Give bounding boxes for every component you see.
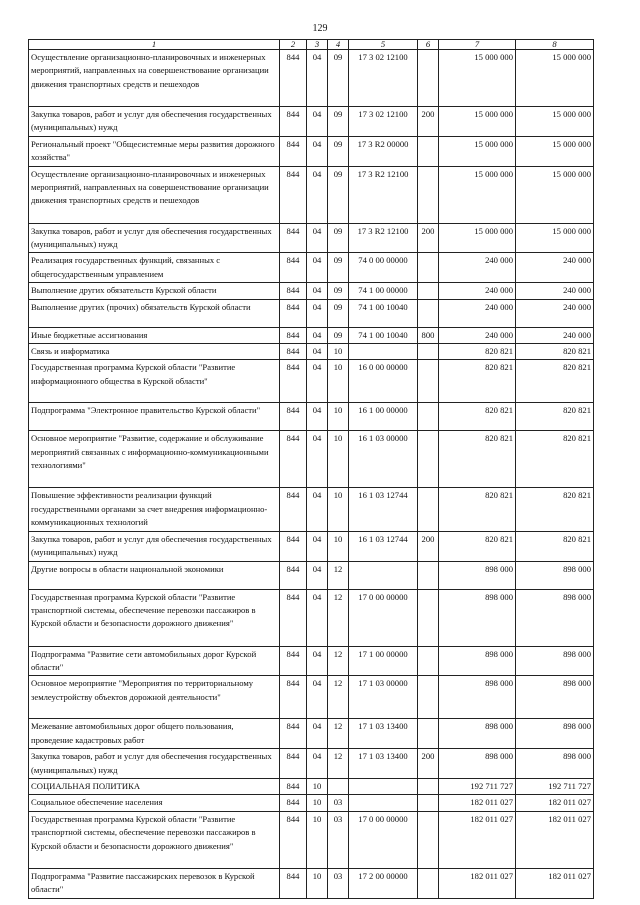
row-ministry-code: 844 (280, 136, 307, 166)
row-ministry-code: 844 (280, 719, 307, 749)
row-name: Закупка товаров, работ и услуг для обеспечения государственных (муниципальных) нужд (29, 749, 280, 779)
row-subsection-code: 09 (328, 253, 349, 283)
row-subsection-code: 12 (328, 561, 349, 589)
row-ministry-code: 844 (280, 561, 307, 589)
row-amount-year1: 898 000 (439, 719, 516, 749)
row-expense-type (418, 253, 439, 283)
row-ministry-code: 844 (280, 253, 307, 283)
column-header: 3 (307, 40, 328, 50)
row-section-code: 04 (307, 589, 328, 646)
table-row (29, 299, 594, 327)
row-section-code: 04 (307, 327, 328, 343)
row-amount-year1: 240 000 (439, 253, 516, 283)
row-target-article: 16 0 00 00000 (349, 360, 418, 403)
row-section-code: 10 (307, 795, 328, 811)
row-section-code: 04 (307, 676, 328, 719)
row-target-article: 17 1 03 13400 (349, 749, 418, 779)
row-target-article: 74 0 00 00000 (349, 253, 418, 283)
row-section-code: 04 (307, 253, 328, 283)
row-expense-type (418, 136, 439, 166)
row-amount-year1: 240 000 (439, 327, 516, 343)
row-section-code: 04 (307, 283, 328, 299)
table-row (29, 749, 594, 779)
row-target-article (349, 795, 418, 811)
row-amount-year2: 820 821 (516, 344, 594, 360)
row-target-article: 17 3 R2 00000 (349, 136, 418, 166)
row-expense-type (418, 589, 439, 646)
row-name: Закупка товаров, работ и услуг для обеспечения государственных (муниципальных) нужд (29, 531, 280, 561)
row-target-article: 16 1 03 00000 (349, 431, 418, 488)
budget-table (28, 39, 594, 899)
table-row (29, 107, 594, 137)
row-amount-year2: 820 821 (516, 531, 594, 561)
row-subsection-code: 10 (328, 360, 349, 403)
column-header: 7 (439, 40, 516, 50)
row-ministry-code: 844 (280, 360, 307, 403)
row-subsection-code: 09 (328, 107, 349, 137)
row-name: Государственная программа Курской области "Развитие транспортной системы, обеспечение перевозки пассажиров в Курской области и безопасности дорожного движения" (29, 589, 280, 646)
row-subsection-code: 10 (328, 431, 349, 488)
row-expense-type (418, 431, 439, 488)
row-ministry-code: 844 (280, 223, 307, 253)
row-target-article: 74 1 00 00000 (349, 283, 418, 299)
row-amount-year1: 192 711 727 (439, 778, 516, 794)
row-target-article: 17 3 02 12100 (349, 50, 418, 107)
row-subsection-code: 10 (328, 531, 349, 561)
row-name: Основное мероприятие "Развитие, содержание и обслуживание мероприятий связанных с информационно-коммуникационными технологиями" (29, 431, 280, 488)
row-ministry-code: 844 (280, 299, 307, 327)
row-ministry-code: 844 (280, 344, 307, 360)
row-amount-year1: 15 000 000 (439, 223, 516, 253)
row-amount-year2: 820 821 (516, 403, 594, 431)
row-amount-year2: 182 011 027 (516, 795, 594, 811)
row-amount-year1: 182 011 027 (439, 811, 516, 868)
row-expense-type (418, 795, 439, 811)
row-amount-year1: 15 000 000 (439, 107, 516, 137)
table-row (29, 531, 594, 561)
row-subsection-code: 12 (328, 749, 349, 779)
row-subsection-code: 10 (328, 344, 349, 360)
table-row (29, 50, 594, 107)
page-number: 129 (312, 23, 328, 34)
row-ministry-code: 844 (280, 50, 307, 107)
row-target-article (349, 344, 418, 360)
row-target-article: 17 1 03 13400 (349, 719, 418, 749)
row-subsection-code: 03 (328, 795, 349, 811)
row-ministry-code: 844 (280, 778, 307, 794)
table-row (29, 646, 594, 676)
row-section-code: 04 (307, 136, 328, 166)
row-name: Государственная программа Курской области "Развитие транспортной системы, обеспечение перевозки пассажиров в Курской области и безопасности дорожного движения" (29, 811, 280, 868)
row-ministry-code: 844 (280, 811, 307, 868)
row-amount-year2: 15 000 000 (516, 223, 594, 253)
table-row (29, 283, 594, 299)
row-expense-type (418, 299, 439, 327)
row-subsection-code: 03 (328, 868, 349, 898)
row-section-code: 04 (307, 299, 328, 327)
header-row (29, 40, 594, 50)
row-section-code: 04 (307, 344, 328, 360)
row-name: Выполнение других (прочих) обязательств Курской области (29, 299, 280, 327)
row-amount-year2: 15 000 000 (516, 50, 594, 107)
table-row (29, 589, 594, 646)
row-section-code: 04 (307, 107, 328, 137)
row-subsection-code: 09 (328, 327, 349, 343)
row-subsection-code (328, 778, 349, 794)
row-expense-type (418, 344, 439, 360)
row-expense-type (418, 403, 439, 431)
row-subsection-code: 09 (328, 166, 349, 223)
row-ministry-code: 844 (280, 749, 307, 779)
row-subsection-code: 09 (328, 223, 349, 253)
row-expense-type: 200 (418, 531, 439, 561)
row-name: Социальное обеспечение населения (29, 795, 280, 811)
row-expense-type: 200 (418, 107, 439, 137)
row-amount-year1: 820 821 (439, 431, 516, 488)
table-row (29, 868, 594, 898)
row-name: Основное мероприятие "Мероприятия по территориальному землеустройству объектов дорожной деятельности" (29, 676, 280, 719)
row-section-code: 04 (307, 223, 328, 253)
row-ministry-code: 844 (280, 868, 307, 898)
row-name: Подпрограмма "Развитие пассажирских перевозок в Курской области" (29, 868, 280, 898)
row-amount-year1: 898 000 (439, 561, 516, 589)
row-expense-type (418, 561, 439, 589)
row-section-code: 04 (307, 719, 328, 749)
row-amount-year2: 192 711 727 (516, 778, 594, 794)
table-row (29, 403, 594, 431)
row-amount-year2: 898 000 (516, 719, 594, 749)
row-ministry-code: 844 (280, 531, 307, 561)
table-row (29, 719, 594, 749)
table-row (29, 676, 594, 719)
table-row (29, 253, 594, 283)
row-target-article: 17 3 R2 12100 (349, 166, 418, 223)
row-expense-type: 800 (418, 327, 439, 343)
row-ministry-code: 844 (280, 431, 307, 488)
row-subsection-code: 09 (328, 136, 349, 166)
row-amount-year1: 182 011 027 (439, 868, 516, 898)
table-row (29, 431, 594, 488)
row-amount-year1: 820 821 (439, 344, 516, 360)
row-amount-year1: 898 000 (439, 646, 516, 676)
row-ministry-code: 844 (280, 589, 307, 646)
row-target-article (349, 778, 418, 794)
row-target-article: 17 1 00 00000 (349, 646, 418, 676)
row-section-code: 04 (307, 431, 328, 488)
row-name: Региональный проект "Общесистемные меры развития дорожного хозяйства" (29, 136, 280, 166)
row-amount-year1: 820 821 (439, 488, 516, 531)
row-target-article: 17 3 R2 12100 (349, 223, 418, 253)
row-ministry-code: 844 (280, 795, 307, 811)
row-amount-year2: 820 821 (516, 488, 594, 531)
row-target-article: 17 0 00 00000 (349, 811, 418, 868)
row-name: Выполнение других обязательств Курской области (29, 283, 280, 299)
table-row (29, 360, 594, 403)
row-name: Осуществление организационно-планировочных и инженерных мероприятий, направленных на совершенствование организации движения транспортных средств и пешеходов (29, 50, 280, 107)
row-expense-type: 200 (418, 749, 439, 779)
row-amount-year2: 898 000 (516, 749, 594, 779)
row-subsection-code: 09 (328, 299, 349, 327)
row-amount-year2: 240 000 (516, 283, 594, 299)
row-amount-year2: 898 000 (516, 646, 594, 676)
row-target-article: 16 1 00 00000 (349, 403, 418, 431)
row-target-article (349, 561, 418, 589)
row-ministry-code: 844 (280, 646, 307, 676)
row-expense-type: 200 (418, 223, 439, 253)
row-amount-year1: 240 000 (439, 283, 516, 299)
row-subsection-code: 12 (328, 589, 349, 646)
row-section-code: 04 (307, 403, 328, 431)
row-ministry-code: 844 (280, 488, 307, 531)
row-subsection-code: 10 (328, 488, 349, 531)
row-ministry-code: 844 (280, 283, 307, 299)
row-expense-type (418, 778, 439, 794)
row-amount-year1: 898 000 (439, 749, 516, 779)
row-name: Государственная программа Курской области "Развитие информационного общества в Курской области" (29, 360, 280, 403)
row-target-article: 74 1 00 10040 (349, 299, 418, 327)
row-amount-year2: 15 000 000 (516, 136, 594, 166)
row-name: Иные бюджетные ассигнования (29, 327, 280, 343)
table-row (29, 344, 594, 360)
row-target-article: 17 2 00 00000 (349, 868, 418, 898)
column-header: 4 (328, 40, 349, 50)
row-amount-year2: 898 000 (516, 589, 594, 646)
row-section-code: 04 (307, 166, 328, 223)
row-name: Закупка товаров, работ и услуг для обеспечения государственных (муниципальных) нужд (29, 223, 280, 253)
row-amount-year1: 820 821 (439, 531, 516, 561)
row-amount-year1: 898 000 (439, 676, 516, 719)
row-amount-year1: 820 821 (439, 360, 516, 403)
table-row (29, 561, 594, 589)
row-section-code: 10 (307, 868, 328, 898)
row-amount-year1: 240 000 (439, 299, 516, 327)
column-header: 8 (516, 40, 594, 50)
row-amount-year2: 820 821 (516, 360, 594, 403)
row-subsection-code: 12 (328, 719, 349, 749)
row-amount-year2: 240 000 (516, 299, 594, 327)
row-name: Подпрограмма "Развитие сети автомобильных дорог Курской области" (29, 646, 280, 676)
column-header: 2 (280, 40, 307, 50)
row-subsection-code: 03 (328, 811, 349, 868)
row-subsection-code: 09 (328, 50, 349, 107)
row-ministry-code: 844 (280, 403, 307, 431)
row-expense-type (418, 488, 439, 531)
row-expense-type (418, 868, 439, 898)
row-name: Подпрограмма "Электронное правительство Курской области" (29, 403, 280, 431)
row-expense-type (418, 719, 439, 749)
row-section-code: 10 (307, 811, 328, 868)
row-amount-year2: 898 000 (516, 676, 594, 719)
row-subsection-code: 09 (328, 283, 349, 299)
row-section-code: 04 (307, 488, 328, 531)
row-amount-year2: 240 000 (516, 327, 594, 343)
row-amount-year1: 15 000 000 (439, 50, 516, 107)
row-amount-year2: 820 821 (516, 431, 594, 488)
row-amount-year1: 898 000 (439, 589, 516, 646)
row-target-article: 16 1 03 12744 (349, 531, 418, 561)
table-row (29, 136, 594, 166)
table-row (29, 811, 594, 868)
row-target-article: 17 1 03 00000 (349, 676, 418, 719)
row-section-code: 04 (307, 646, 328, 676)
row-expense-type (418, 811, 439, 868)
row-amount-year2: 182 011 027 (516, 868, 594, 898)
row-subsection-code: 12 (328, 646, 349, 676)
row-expense-type (418, 360, 439, 403)
row-name: Повышение эффективности реализации функций государственными органами за счет внедрения информационно-коммуникационных технологий (29, 488, 280, 531)
row-expense-type (418, 166, 439, 223)
row-ministry-code: 844 (280, 676, 307, 719)
row-amount-year2: 240 000 (516, 253, 594, 283)
table-row (29, 488, 594, 531)
row-target-article: 17 0 00 00000 (349, 589, 418, 646)
row-amount-year2: 15 000 000 (516, 166, 594, 223)
row-target-article: 74 1 00 10040 (349, 327, 418, 343)
row-ministry-code: 844 (280, 107, 307, 137)
table-row (29, 778, 594, 794)
column-header: 1 (29, 40, 280, 50)
row-name: СОЦИАЛЬНАЯ ПОЛИТИКА (29, 778, 280, 794)
row-target-article: 17 3 02 12100 (349, 107, 418, 137)
row-expense-type (418, 676, 439, 719)
row-name: Закупка товаров, работ и услуг для обеспечения государственных (муниципальных) нужд (29, 107, 280, 137)
row-amount-year1: 15 000 000 (439, 136, 516, 166)
row-ministry-code: 844 (280, 327, 307, 343)
row-ministry-code: 844 (280, 166, 307, 223)
table-row (29, 327, 594, 343)
column-header: 5 (349, 40, 418, 50)
row-name: Другие вопросы в области национальной экономики (29, 561, 280, 589)
row-amount-year1: 15 000 000 (439, 166, 516, 223)
column-header: 6 (418, 40, 439, 50)
row-section-code: 04 (307, 360, 328, 403)
row-amount-year1: 820 821 (439, 403, 516, 431)
row-amount-year1: 182 011 027 (439, 795, 516, 811)
row-amount-year2: 898 000 (516, 561, 594, 589)
row-subsection-code: 10 (328, 403, 349, 431)
row-name: Связь и информатика (29, 344, 280, 360)
table-row (29, 223, 594, 253)
row-expense-type (418, 646, 439, 676)
row-subsection-code: 12 (328, 676, 349, 719)
row-section-code: 04 (307, 561, 328, 589)
row-target-article: 16 1 03 12744 (349, 488, 418, 531)
row-name: Осуществление организационно-планировочных и инженерных мероприятий, направленных на совершенствование организации движения транспортных средств и пешеходов (29, 166, 280, 223)
row-amount-year2: 182 011 027 (516, 811, 594, 868)
row-amount-year2: 15 000 000 (516, 107, 594, 137)
row-expense-type (418, 283, 439, 299)
row-name: Реализация государственных функций, связанных с общегосударственным управлением (29, 253, 280, 283)
row-section-code: 10 (307, 778, 328, 794)
table-row (29, 795, 594, 811)
row-section-code: 04 (307, 531, 328, 561)
row-name: Межевание автомобильных дорог общего пользования, проведение кадастровых работ (29, 719, 280, 749)
row-expense-type (418, 50, 439, 107)
table-row (29, 166, 594, 223)
row-section-code: 04 (307, 749, 328, 779)
row-section-code: 04 (307, 50, 328, 107)
